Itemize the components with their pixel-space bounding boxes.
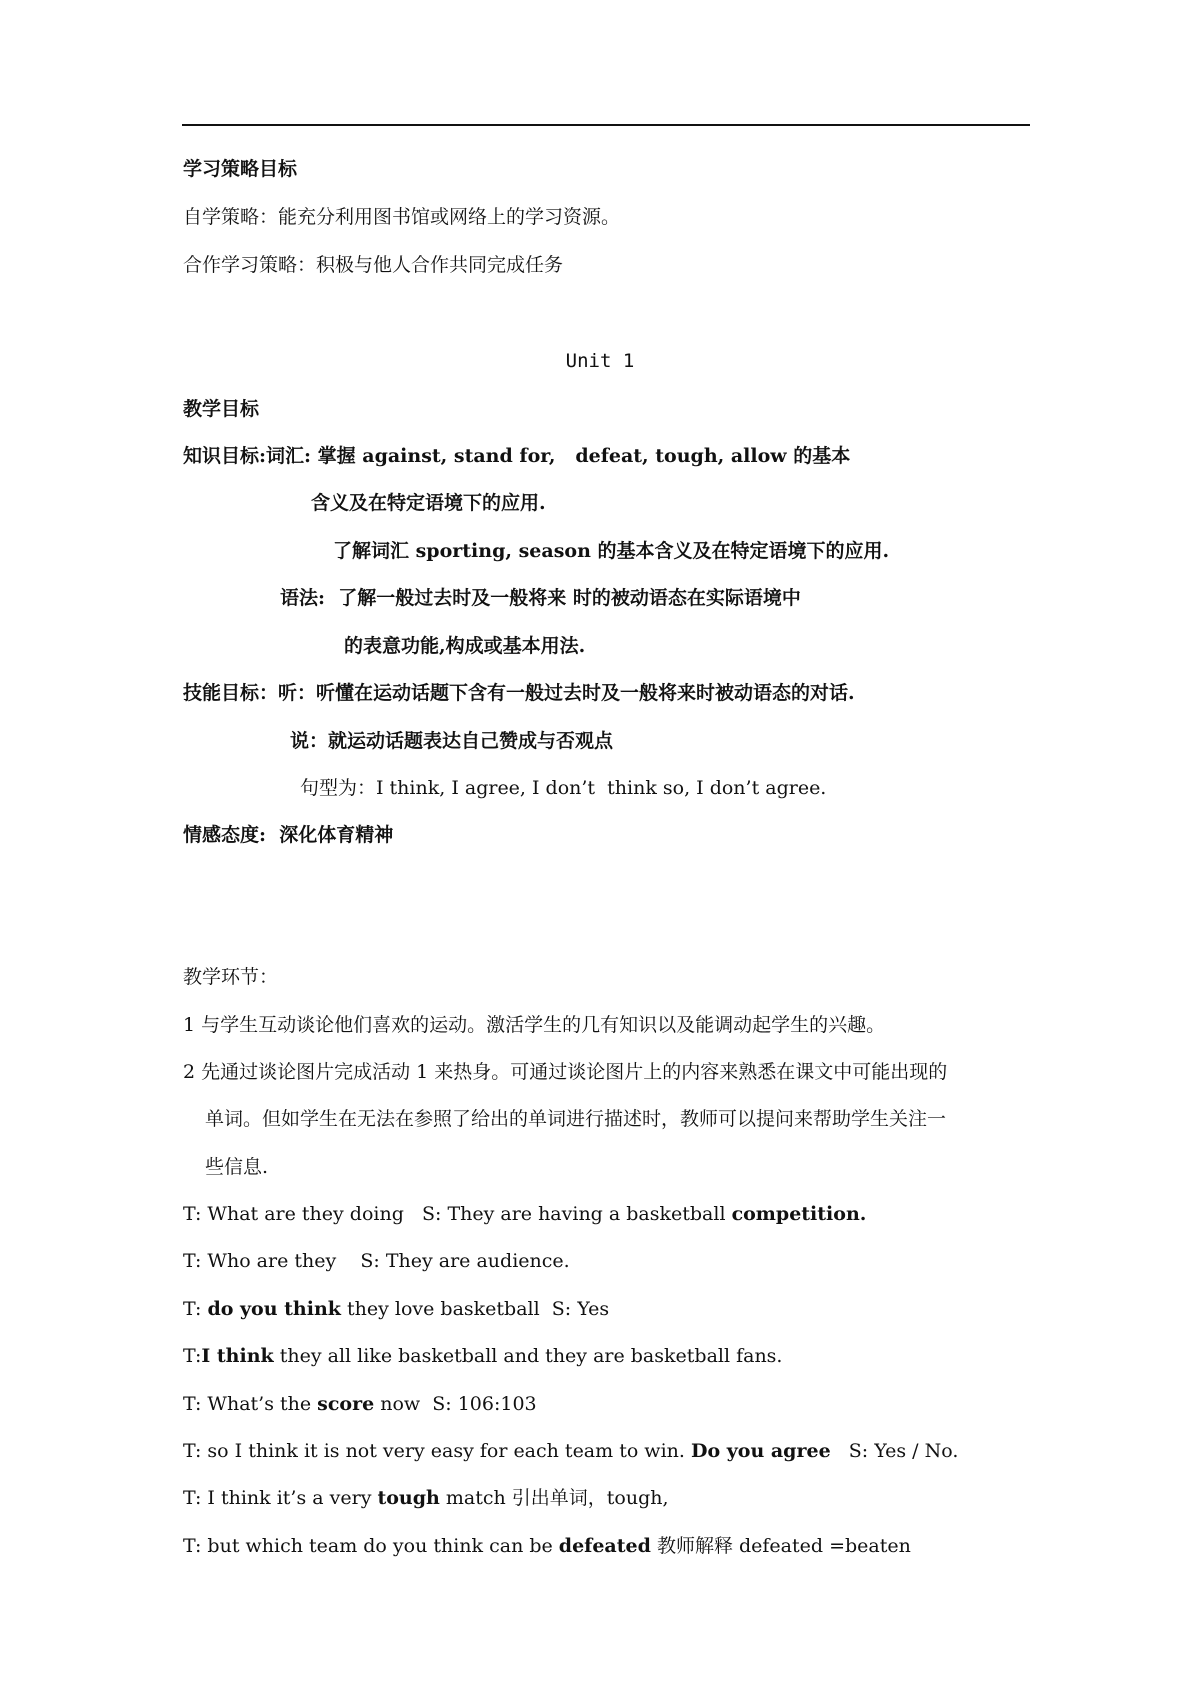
dialogue-keyword: score (317, 1393, 375, 1415)
dialogue-keyword: Do you agree (690, 1440, 831, 1462)
skill-objective-line-3: 句型为：I think, I agree, I don’t think so, I don’t agree. (300, 777, 827, 799)
emotion-objective: 情感态度: 深化体育精神 (183, 824, 394, 846)
dialogue-text: S: Yes / No. (830, 1440, 959, 1462)
dialogue-keyword: do you think (207, 1298, 341, 1320)
procedure-heading: 教学环节： (183, 966, 279, 988)
procedure-step-2-line-3: 些信息. (205, 1156, 269, 1178)
dialogue-text: T: but which team do you think can be (183, 1535, 559, 1557)
dialogue-line (183, 1392, 537, 1416)
skill-objective-line-1: 技能目标：听：听懂在运动话题下含有一般过去时及一般将来时被动语态的对话. (183, 682, 855, 704)
dialogue-text: T: I think it’s a very (183, 1487, 378, 1509)
dialogue-text: now S: 106:103 (374, 1393, 537, 1415)
dialogue-keyword: competition. (731, 1203, 867, 1225)
dialogue-line (183, 1439, 958, 1463)
dialogue-text: 教师解释 defeated =beaten (650, 1535, 911, 1557)
knowledge-objective-line-3: 了解词汇 sporting, season 的基本含义及在特定语境下的应用. (333, 540, 890, 562)
dialogue-line (183, 1249, 570, 1273)
dialogue-text: T: What are they doing S: They are having a basketball (183, 1203, 732, 1225)
knowledge-objective-line-1: 知识目标:词汇: 掌握 against, stand for, defeat, tough, allow 的基本 (183, 445, 851, 467)
dialogue-keyword: defeated (558, 1535, 651, 1557)
dialogue-text: T: so I think it is not very easy for each team to win. (183, 1440, 691, 1462)
unit-title: Unit 1 (565, 350, 635, 372)
knowledge-objective-line-2: 含义及在特定语境下的应用. (311, 492, 546, 514)
dialogue-text: they love basketball S: Yes (340, 1298, 610, 1320)
dialogue-line (183, 1202, 866, 1226)
grammar-objective-line-1: 语法: 了解一般过去时及一般将来 时的被动语态在实际语境中 (280, 587, 801, 609)
dialogue-line (183, 1297, 609, 1321)
dialogue-line (183, 1344, 782, 1368)
self-study-strategy: 自学策略：能充分利用图书馆或网络上的学习资源。 (183, 206, 621, 228)
header-rule (182, 124, 1030, 126)
dialogue-keyword: tough (377, 1487, 440, 1509)
procedure-step-2-line-1: 2 先通过谈论图片完成活动 1 来热身。可通过谈论图片上的内容来熟悉在课文中可能出现的 (183, 1061, 948, 1083)
dialogue-text: T: (183, 1298, 208, 1320)
dialogue-text: match 引出单词，tough, (439, 1487, 669, 1509)
procedure-step-2-line-2: 单词。但如学生在无法在参照了给出的单词进行描述时，教师可以提问来帮助学生关注一 (205, 1108, 947, 1130)
dialogue-text: they all like basketball and they are basketball fans. (273, 1345, 783, 1367)
strategy-heading: 学习策略目标 (183, 158, 298, 180)
dialogue-text: T: What’s the (183, 1393, 318, 1415)
grammar-objective-line-2: 的表意功能,构成或基本用法. (344, 635, 586, 657)
objectives-heading: 教学目标 (183, 398, 260, 420)
dialogue-keyword: I think (201, 1345, 274, 1367)
dialogue-line (183, 1534, 911, 1558)
skill-objective-line-2: 说：就运动话题表达自己赞成与否观点 (290, 730, 614, 752)
cooperative-strategy: 合作学习策略：积极与他人合作共同完成任务 (183, 254, 564, 276)
dialogue-line (183, 1486, 669, 1510)
dialogue-text: T: Who are they S: They are audience. (183, 1250, 570, 1272)
procedure-step-1: 1 与学生互动谈论他们喜欢的运动。激活学生的几有知识以及能调动起学生的兴趣。 (183, 1014, 886, 1036)
dialogue-text: T: (183, 1345, 202, 1367)
